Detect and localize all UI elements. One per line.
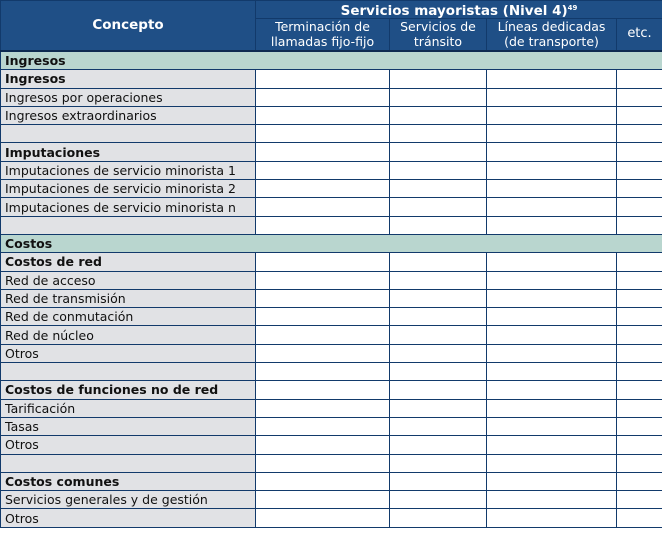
value-cell xyxy=(487,289,617,307)
value-cell xyxy=(487,417,617,435)
value-cell xyxy=(390,344,487,362)
row-label: Otros xyxy=(1,436,256,454)
value-cell xyxy=(487,344,617,362)
value-cell xyxy=(487,326,617,344)
value-cell xyxy=(390,161,487,179)
row-label: Red de acceso xyxy=(1,271,256,289)
row-label: Costos de red xyxy=(1,253,256,271)
section-label: Ingresos xyxy=(1,51,662,70)
value-cell xyxy=(256,125,390,143)
services-group-label: Servicios mayoristas (Nivel 4) xyxy=(340,3,568,19)
value-cell xyxy=(617,399,662,417)
row-label: Costos comunes xyxy=(1,472,256,490)
subheading-row xyxy=(1,472,662,490)
row-label: Ingresos por operaciones xyxy=(1,88,256,106)
value-cell xyxy=(390,289,487,307)
value-cell xyxy=(390,125,487,143)
blank-row xyxy=(1,454,662,472)
table-row xyxy=(1,509,662,527)
value-cell xyxy=(256,198,390,216)
row-label: Otros xyxy=(1,509,256,527)
table-row xyxy=(1,180,662,198)
value-cell xyxy=(390,417,487,435)
blank-row xyxy=(1,216,662,234)
table-row xyxy=(1,326,662,344)
column-header: etc. xyxy=(617,19,662,52)
value-cell xyxy=(617,198,662,216)
row-label: Servicios generales y de gestión xyxy=(1,491,256,509)
value-cell xyxy=(390,88,487,106)
row-label xyxy=(1,363,256,381)
value-cell xyxy=(617,88,662,106)
value-cell xyxy=(256,491,390,509)
value-cell xyxy=(256,509,390,527)
value-cell xyxy=(617,70,662,88)
value-cell xyxy=(390,216,487,234)
value-cell xyxy=(256,143,390,161)
value-cell xyxy=(390,106,487,124)
value-cell xyxy=(256,381,390,399)
table-row xyxy=(1,308,662,326)
value-cell xyxy=(617,381,662,399)
value-cell xyxy=(256,88,390,106)
row-label: Red de transmisión xyxy=(1,289,256,307)
value-cell xyxy=(487,491,617,509)
row-label: Red de núcleo xyxy=(1,326,256,344)
row-label: Otros xyxy=(1,344,256,362)
footnote-marker: 49 xyxy=(567,4,578,12)
table-row xyxy=(1,289,662,307)
column-header: Servicios de tránsito xyxy=(390,19,487,52)
row-label: Ingresos xyxy=(1,70,256,88)
row-label xyxy=(1,454,256,472)
value-cell xyxy=(390,454,487,472)
value-cell xyxy=(390,143,487,161)
value-cell xyxy=(617,454,662,472)
value-cell xyxy=(390,381,487,399)
value-cell xyxy=(617,253,662,271)
subheading-row xyxy=(1,253,662,271)
value-cell xyxy=(390,472,487,490)
row-label: Imputaciones de servicio minorista 1 xyxy=(1,161,256,179)
row-label: Ingresos extraordinarios xyxy=(1,106,256,124)
value-cell xyxy=(487,88,617,106)
table-row xyxy=(1,436,662,454)
value-cell xyxy=(390,363,487,381)
value-cell xyxy=(256,271,390,289)
value-cell xyxy=(256,454,390,472)
value-cell xyxy=(487,399,617,417)
value-cell xyxy=(487,253,617,271)
section-row xyxy=(1,234,662,252)
value-cell xyxy=(256,363,390,381)
value-cell xyxy=(617,289,662,307)
value-cell xyxy=(617,308,662,326)
value-cell xyxy=(617,180,662,198)
value-cell xyxy=(617,344,662,362)
value-cell xyxy=(617,326,662,344)
blank-row xyxy=(1,363,662,381)
value-cell xyxy=(617,106,662,124)
value-cell xyxy=(390,436,487,454)
value-cell xyxy=(617,125,662,143)
value-cell xyxy=(617,436,662,454)
value-cell xyxy=(390,198,487,216)
value-cell xyxy=(487,106,617,124)
value-cell xyxy=(256,344,390,362)
table-row xyxy=(1,399,662,417)
value-cell xyxy=(487,509,617,527)
row-label: Tasas xyxy=(1,417,256,435)
value-cell xyxy=(256,417,390,435)
section-label: Costos xyxy=(1,234,662,252)
value-cell xyxy=(256,161,390,179)
value-cell xyxy=(617,216,662,234)
subheading-row xyxy=(1,381,662,399)
section-row xyxy=(1,51,662,70)
table-body xyxy=(1,51,662,527)
value-cell xyxy=(390,253,487,271)
value-cell xyxy=(487,70,617,88)
table-row xyxy=(1,161,662,179)
row-label: Imputaciones de servicio minorista n xyxy=(1,198,256,216)
value-cell xyxy=(256,253,390,271)
value-cell xyxy=(487,216,617,234)
value-cell xyxy=(487,180,617,198)
value-cell xyxy=(256,289,390,307)
value-cell xyxy=(487,472,617,490)
blank-row xyxy=(1,125,662,143)
value-cell xyxy=(617,472,662,490)
table-row xyxy=(1,417,662,435)
value-cell xyxy=(487,198,617,216)
value-cell xyxy=(256,180,390,198)
value-cell xyxy=(487,143,617,161)
table-row xyxy=(1,344,662,362)
value-cell xyxy=(390,399,487,417)
subheading-row xyxy=(1,143,662,161)
row-label xyxy=(1,125,256,143)
value-cell xyxy=(487,308,617,326)
table-row xyxy=(1,88,662,106)
table-header xyxy=(1,1,662,52)
value-cell xyxy=(390,180,487,198)
row-label: Tarificación xyxy=(1,399,256,417)
value-cell xyxy=(487,125,617,143)
value-cell xyxy=(256,436,390,454)
value-cell xyxy=(617,509,662,527)
column-header: Líneas dedicadas (de transporte) xyxy=(487,19,617,52)
value-cell xyxy=(487,436,617,454)
value-cell xyxy=(390,509,487,527)
value-cell xyxy=(487,381,617,399)
table-row xyxy=(1,106,662,124)
table-row xyxy=(1,491,662,509)
value-cell xyxy=(617,491,662,509)
column-header: Terminación de llamadas fijo-fijo xyxy=(256,19,390,52)
value-cell xyxy=(617,417,662,435)
value-cell xyxy=(390,70,487,88)
row-label: Costos de funciones no de red xyxy=(1,381,256,399)
value-cell xyxy=(617,271,662,289)
value-cell xyxy=(487,454,617,472)
value-cell xyxy=(487,271,617,289)
value-cell xyxy=(256,216,390,234)
row-label: Imputaciones xyxy=(1,143,256,161)
row-label xyxy=(1,216,256,234)
value-cell xyxy=(390,491,487,509)
row-label: Red de conmutación xyxy=(1,308,256,326)
row-label: Imputaciones de servicio minorista 2 xyxy=(1,180,256,198)
value-cell xyxy=(256,326,390,344)
value-cell xyxy=(256,70,390,88)
value-cell xyxy=(617,143,662,161)
value-cell xyxy=(487,161,617,179)
value-cell xyxy=(617,363,662,381)
value-cell xyxy=(487,363,617,381)
value-cell xyxy=(390,308,487,326)
subheading-row xyxy=(1,70,662,88)
value-cell xyxy=(256,472,390,490)
concepto-header: Concepto xyxy=(1,1,256,52)
value-cell xyxy=(256,399,390,417)
value-cell xyxy=(256,308,390,326)
value-cell xyxy=(256,106,390,124)
table-row xyxy=(1,271,662,289)
value-cell xyxy=(617,161,662,179)
value-cell xyxy=(390,326,487,344)
table-row xyxy=(1,198,662,216)
value-cell xyxy=(390,271,487,289)
services-group-header xyxy=(256,1,662,19)
